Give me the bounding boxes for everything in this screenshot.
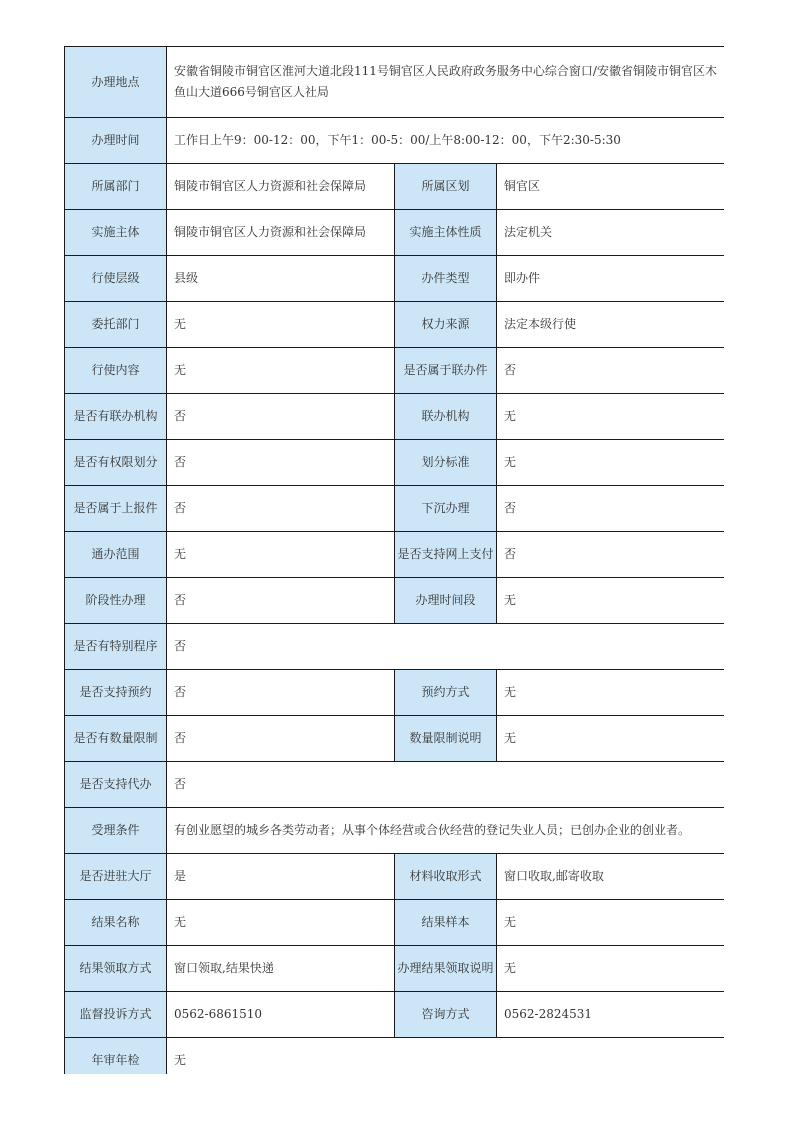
field-label: 是否有权限划分 <box>65 440 167 486</box>
field-label: 行使层级 <box>65 256 167 302</box>
field-value: 无 <box>497 394 725 440</box>
table-row <box>65 394 725 440</box>
field-value: 法定机关 <box>497 210 725 256</box>
table-row <box>65 624 725 670</box>
table-row <box>65 854 725 900</box>
field-label: 办理时间段 <box>395 578 497 624</box>
field-value: 否 <box>167 716 395 762</box>
table-row <box>65 808 725 854</box>
table-row <box>65 302 725 348</box>
field-value: 铜陵市铜官区人力资源和社会保障局 <box>167 210 395 256</box>
table-row <box>65 716 725 762</box>
field-label: 受理条件 <box>65 808 167 854</box>
table-row <box>65 486 725 532</box>
field-value: 无 <box>497 440 725 486</box>
field-label: 是否有特别程序 <box>65 624 167 670</box>
field-label: 办理时间 <box>65 118 167 164</box>
field-label: 材料收取形式 <box>395 854 497 900</box>
field-value: 无 <box>167 900 395 946</box>
field-label: 是否进驻大厅 <box>65 854 167 900</box>
field-value: 否 <box>167 440 395 486</box>
table-row <box>65 210 725 256</box>
field-value: 有创业愿望的城乡各类劳动者；从事个体经营或合伙经营的登记失业人员；已创办企业的创业者。 <box>167 808 725 854</box>
field-label: 是否支持代办 <box>65 762 167 808</box>
field-label: 联办机构 <box>395 394 497 440</box>
page-frame <box>64 46 724 1074</box>
field-value: 无 <box>497 578 725 624</box>
table-row <box>65 118 725 164</box>
field-value: 即办件 <box>497 256 725 302</box>
field-label: 办件类型 <box>395 256 497 302</box>
field-value: 否 <box>167 762 725 808</box>
field-value: 否 <box>497 532 725 578</box>
field-value: 否 <box>497 348 725 394</box>
field-value: 否 <box>167 578 395 624</box>
table-row <box>65 578 725 624</box>
table-row <box>65 47 725 118</box>
table-row <box>65 256 725 302</box>
field-label: 结果样本 <box>395 900 497 946</box>
table-row <box>65 762 725 808</box>
field-label: 行使内容 <box>65 348 167 394</box>
table-row <box>65 946 725 992</box>
field-value: 无 <box>497 670 725 716</box>
field-label: 是否属于联办件 <box>395 348 497 394</box>
field-value: 铜官区 <box>497 164 725 210</box>
field-label: 咨询方式 <box>395 992 497 1038</box>
field-value: 无 <box>497 716 725 762</box>
field-label: 监督投诉方式 <box>65 992 167 1038</box>
field-value: 工作日上午9：00-12：00，下午1：00-5：00/上午8:00-12：00，下午2:30-5:30 <box>167 118 725 164</box>
field-label: 是否支持预约 <box>65 670 167 716</box>
field-label: 预约方式 <box>395 670 497 716</box>
field-label: 是否有数量限制 <box>65 716 167 762</box>
field-label: 实施主体 <box>65 210 167 256</box>
field-value: 安徽省铜陵市铜官区淮河大道北段111号铜官区人民政府政务服务中心综合窗口/安徽省铜陵市铜官区木鱼山大道666号铜官区人社局 <box>167 47 725 118</box>
field-value: 县级 <box>167 256 395 302</box>
field-value: 窗口收取,邮寄收取 <box>497 854 725 900</box>
table-row <box>65 992 725 1038</box>
field-value: 否 <box>167 670 395 716</box>
field-value: 是 <box>167 854 395 900</box>
field-label: 下沉办理 <box>395 486 497 532</box>
field-label: 结果领取方式 <box>65 946 167 992</box>
field-value: 无 <box>167 348 395 394</box>
table-row <box>65 164 725 210</box>
field-value: 无 <box>167 1038 725 1075</box>
field-label: 所属部门 <box>65 164 167 210</box>
table-row <box>65 348 725 394</box>
field-value: 无 <box>497 900 725 946</box>
field-label: 年审年检 <box>65 1038 167 1075</box>
field-value: 窗口领取,结果快递 <box>167 946 395 992</box>
field-value: 否 <box>167 624 725 670</box>
field-value: 无 <box>167 532 395 578</box>
field-value: 否 <box>167 394 395 440</box>
field-label: 办理地点 <box>65 47 167 118</box>
field-value: 法定本级行使 <box>497 302 725 348</box>
table-row <box>65 670 725 716</box>
field-label: 委托部门 <box>65 302 167 348</box>
field-label: 是否有联办机构 <box>65 394 167 440</box>
field-value: 铜陵市铜官区人力资源和社会保障局 <box>167 164 395 210</box>
table-row <box>65 532 725 578</box>
field-label: 权力来源 <box>395 302 497 348</box>
field-value: 无 <box>167 302 395 348</box>
table-row <box>65 900 725 946</box>
field-label: 实施主体性质 <box>395 210 497 256</box>
field-label: 通办范围 <box>65 532 167 578</box>
table-row <box>65 440 725 486</box>
field-label: 划分标准 <box>395 440 497 486</box>
field-value: 否 <box>167 486 395 532</box>
field-label: 是否支持网上支付 <box>395 532 497 578</box>
field-value: 0562-6861510 <box>167 992 395 1038</box>
field-label: 数量限制说明 <box>395 716 497 762</box>
field-label: 是否属于上报件 <box>65 486 167 532</box>
table-row <box>65 1038 725 1075</box>
field-label: 阶段性办理 <box>65 578 167 624</box>
field-value: 否 <box>497 486 725 532</box>
field-value: 无 <box>497 946 725 992</box>
info-table <box>64 46 724 1074</box>
field-value: 0562-2824531 <box>497 992 725 1038</box>
field-label: 所属区划 <box>395 164 497 210</box>
field-label: 办理结果领取说明 <box>395 946 497 992</box>
field-label: 结果名称 <box>65 900 167 946</box>
